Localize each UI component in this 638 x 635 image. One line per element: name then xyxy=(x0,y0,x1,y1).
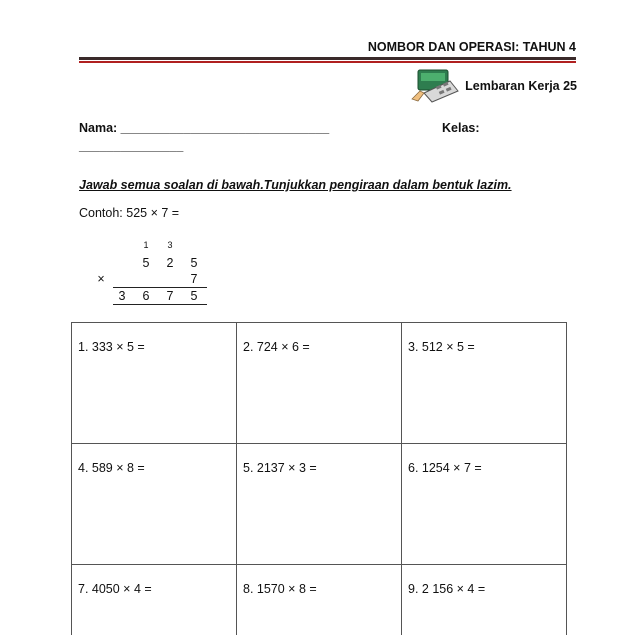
example-prompt: Contoh: 525 × 7 = xyxy=(79,206,180,220)
question-cell[interactable]: 1. 333 × 5 = xyxy=(72,323,237,444)
question-cell[interactable]: 5. 2137 × 3 = xyxy=(237,444,402,565)
result-digit: 5 xyxy=(190,289,198,303)
working-line-bottom xyxy=(113,304,207,305)
question-cell[interactable]: 6. 1254 × 7 = xyxy=(402,444,567,565)
multiplier-digit: 7 xyxy=(190,272,198,286)
question-grid xyxy=(71,322,567,635)
header-rule-dark xyxy=(79,57,576,60)
multiply-operator: × xyxy=(97,272,105,286)
question-cell[interactable]: 2. 724 × 6 = xyxy=(237,323,402,444)
name-field-label: Nama: ______________________________ xyxy=(79,121,330,135)
question-cell[interactable]: 9. 2 156 × 4 = xyxy=(402,565,567,635)
question-cell[interactable]: 8. 1570 × 8 = xyxy=(237,565,402,635)
result-digit: 3 xyxy=(118,289,126,303)
header-rule-red xyxy=(79,61,576,63)
result-digit: 7 xyxy=(166,289,174,303)
carry-digit: 1 xyxy=(143,240,149,250)
name-field-continuation: _______________ xyxy=(79,139,184,153)
question-cell[interactable]: 4. 589 × 8 = xyxy=(72,444,237,565)
class-field-label: Kelas: xyxy=(442,121,480,135)
worksheet-topic-title: NOMBOR DAN OPERASI: TAHUN 4 xyxy=(367,40,576,54)
result-digit: 6 xyxy=(142,289,150,303)
multiplicand-digit: 5 xyxy=(142,256,150,270)
worksheet-number: Lembaran Kerja 25 xyxy=(465,79,577,93)
carry-digit: 3 xyxy=(167,240,173,250)
instruction-text: Jawab semua soalan di bawah.Tunjukkan pengiraan dalam bentuk lazim. xyxy=(79,178,512,192)
question-cell[interactable]: 3. 512 × 5 = xyxy=(402,323,567,444)
question-cell[interactable]: 7. 4050 × 4 = xyxy=(72,565,237,635)
multiplicand-digit: 2 xyxy=(166,256,174,270)
working-line-top xyxy=(113,287,207,288)
multiplicand-digit: 5 xyxy=(190,256,198,270)
